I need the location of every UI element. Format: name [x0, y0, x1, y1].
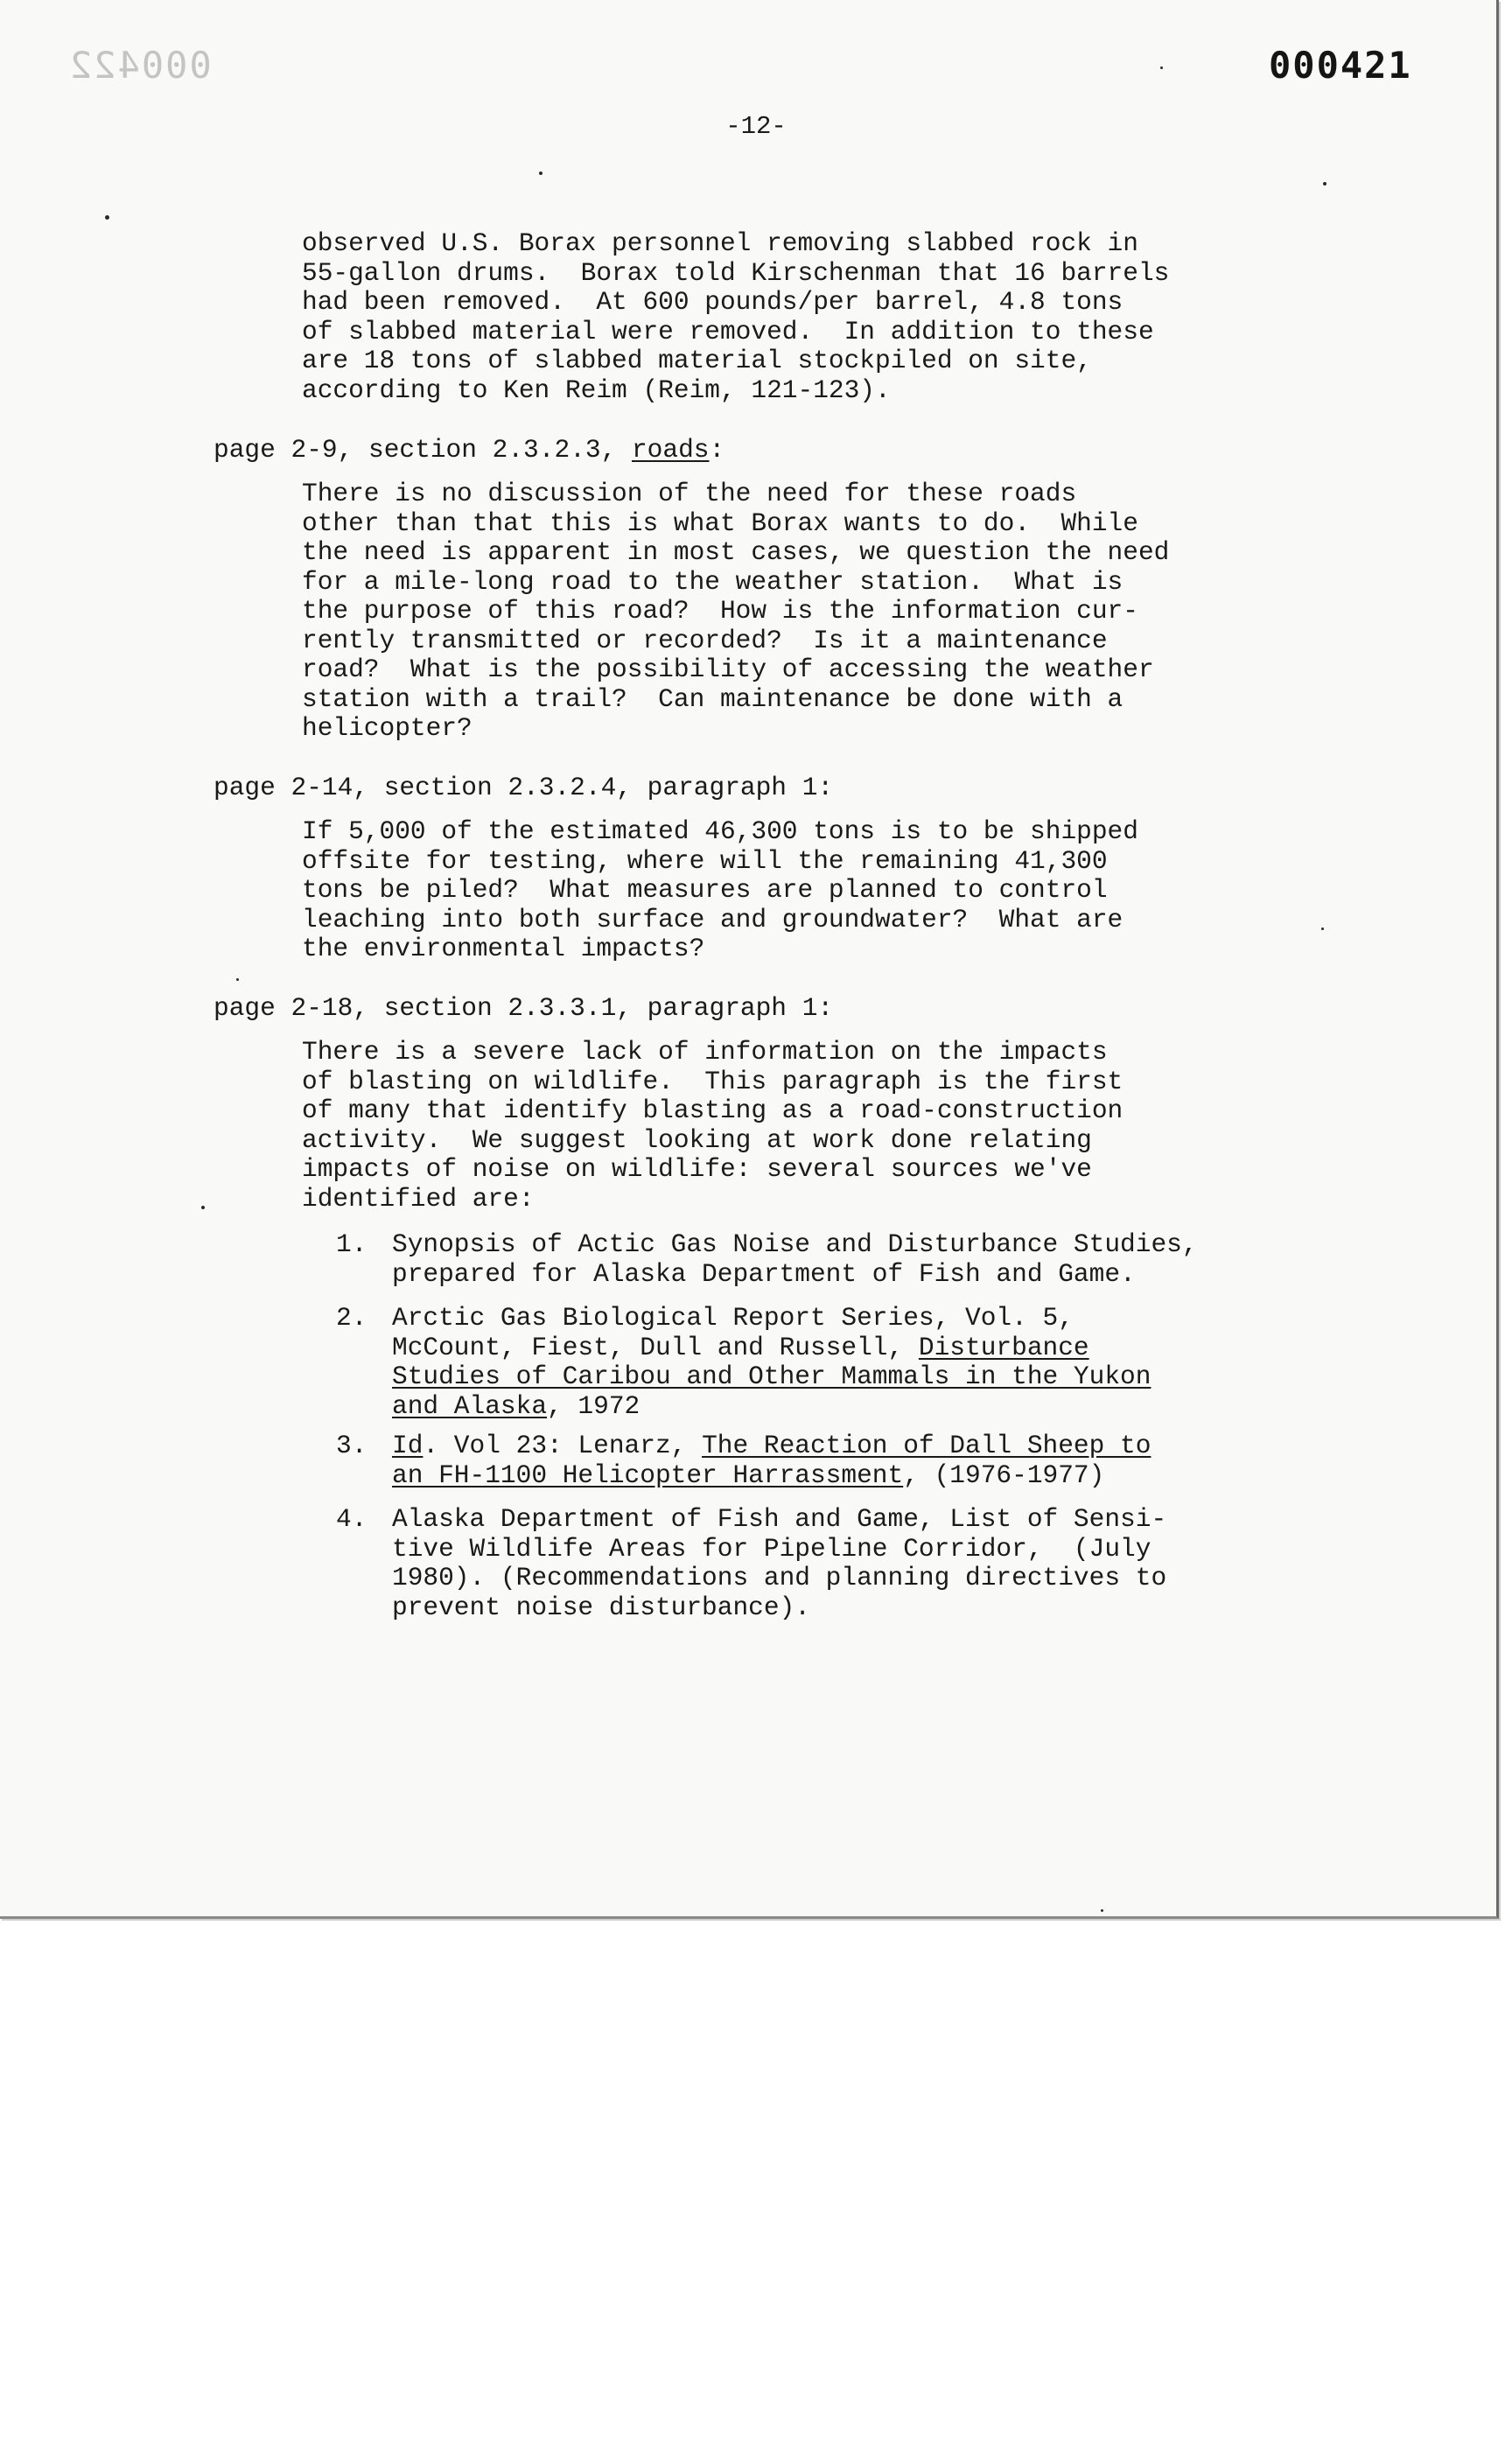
text-line: the purpose of this road? How is the information cur-: [302, 596, 1138, 626]
text-line: according to Ken Reim (Reim, 121-123).: [302, 374, 891, 405]
text-line: There is a severe lack of information on the impacts: [302, 1037, 1108, 1067]
heading-suffix: :: [709, 435, 725, 465]
scan-speck: [236, 978, 239, 981]
text-line: observed U.S. Borax personnel removing slabbed rock in: [302, 228, 1138, 258]
reference-number: 2.: [336, 1303, 368, 1333]
text-line: road? What is the possibility of accessing the weather: [302, 654, 1154, 684]
text-line: [392, 1334, 1151, 1363]
reference-number: 1.: [336, 1229, 368, 1259]
scan-speck: [539, 172, 542, 175]
reference-number: 3.: [336, 1431, 368, 1460]
text-line: offsite for testing, where will the remaining 41,300: [302, 845, 1108, 876]
text-line: leaching into both surface and groundwater? What are: [302, 904, 1124, 934]
text-line: of slabbed material were removed. In addition to these: [302, 316, 1154, 346]
section-paragraph-2-14: [302, 817, 1317, 964]
scan-speck: [105, 215, 109, 220]
scan-speck: [1321, 928, 1324, 930]
text-line: Synopsis of Actic Gas Noise and Disturbance Studies,: [392, 1229, 1198, 1259]
text-line: Arctic Gas Biological Report Series, Vol. 5,: [392, 1303, 1074, 1333]
heading-underlined-text: roads: [631, 435, 710, 465]
document-number-stamp: 000421: [1269, 44, 1412, 87]
page-number: -12-: [725, 112, 787, 141]
citation-year: , (1976-1977): [903, 1460, 1105, 1490]
section-paragraph-2-18: [302, 1038, 1317, 1214]
heading-text: page 2-9, section 2.3.2.3,: [214, 435, 632, 465]
citation-authors: . Vol 23: Lenarz,: [423, 1431, 703, 1460]
section-heading-roads: [214, 436, 724, 466]
reference-body: [392, 1432, 1151, 1490]
text-line: rently transmitted or recorded? Is it a maintenance: [302, 625, 1108, 655]
text-line: There is no discussion of the need for these roads: [302, 479, 1077, 508]
bleed-through-stamp: 000422: [68, 44, 212, 87]
section-heading-2-14: page 2-14, section 2.3.2.4, paragraph 1:: [214, 773, 834, 802]
text-line: impacts of noise on wildlife: several sources we've: [302, 1154, 1092, 1184]
text-line: station with a trail? Can maintenance be done with a: [302, 683, 1124, 714]
citation-authors: McCount, Fiest, Dull and Russell,: [392, 1332, 919, 1362]
text-line: are 18 tons of slabbed material stockpiled on site,: [302, 346, 1092, 375]
scan-speck: [1323, 182, 1326, 186]
citation-title: and Alaska: [392, 1390, 548, 1421]
text-line: 55-gallon drums. Borax told Kirschenman that 16 barrels: [302, 257, 1170, 288]
citation-id: Id: [392, 1431, 424, 1460]
text-line: Alaska Department of Fish and Game, List of Sensi-: [392, 1504, 1167, 1534]
text-line: [392, 1461, 1151, 1491]
citation-year: , 1972: [547, 1390, 640, 1421]
text-line: for a mile-long road to the weather station. What is: [302, 566, 1124, 597]
text-line: of blasting on wildlife. This paragraph is the first: [302, 1066, 1124, 1096]
text-line: of many that identify blasting as a road-construction: [302, 1096, 1124, 1125]
text-line: had been removed. At 600 pounds/per barrel, 4.8 tons: [302, 287, 1124, 317]
citation-title: The Reaction of Dall Sheep to: [702, 1431, 1152, 1460]
text-line: prepared for Alaska Department of Fish and Game.: [392, 1258, 1136, 1289]
text-line: identified are:: [302, 1183, 535, 1214]
text-line: other than that this is what Borax wants to do. While: [302, 508, 1138, 538]
section-paragraph-roads: [302, 480, 1317, 744]
text-line: the need is apparent in most cases, we question the need: [302, 537, 1170, 567]
scan-speck: [201, 1206, 205, 1209]
section-heading-2-18: page 2-18, section 2.3.3.1, paragraph 1:: [214, 993, 834, 1023]
scan-speck: [1160, 66, 1163, 69]
text-line: 1980). (Recommendations and planning directives to: [392, 1563, 1167, 1592]
citation-title: Studies of Caribou and Other Mammals in the Yukon: [392, 1362, 1152, 1391]
reference-body: [392, 1505, 1166, 1622]
text-line: activity. We suggest looking at work done relating: [302, 1124, 1092, 1155]
text-line: the environmental impacts?: [302, 934, 705, 963]
citation-title: an FH-1100 Helicopter Harrassment: [392, 1460, 904, 1490]
citation-title: Disturbance: [918, 1332, 1089, 1362]
text-line: tons be piled? What measures are planned to control: [302, 875, 1108, 905]
scan-speck: [1101, 1909, 1103, 1912]
text-line: prevent noise disturbance).: [392, 1592, 810, 1622]
text-line: [392, 1432, 1151, 1461]
reference-body: [392, 1230, 1198, 1289]
reference-number: 4.: [336, 1504, 368, 1534]
intro-paragraph: [302, 229, 1317, 405]
text-line: If 5,000 of the estimated 46,300 tons is to be shipped: [302, 816, 1138, 846]
text-line: [392, 1392, 1151, 1422]
text-line: helicopter?: [302, 713, 472, 743]
text-line: [392, 1362, 1151, 1392]
reference-body: [392, 1304, 1151, 1421]
text-line: tive Wildlife Areas for Pipeline Corridor, (July: [392, 1533, 1152, 1564]
